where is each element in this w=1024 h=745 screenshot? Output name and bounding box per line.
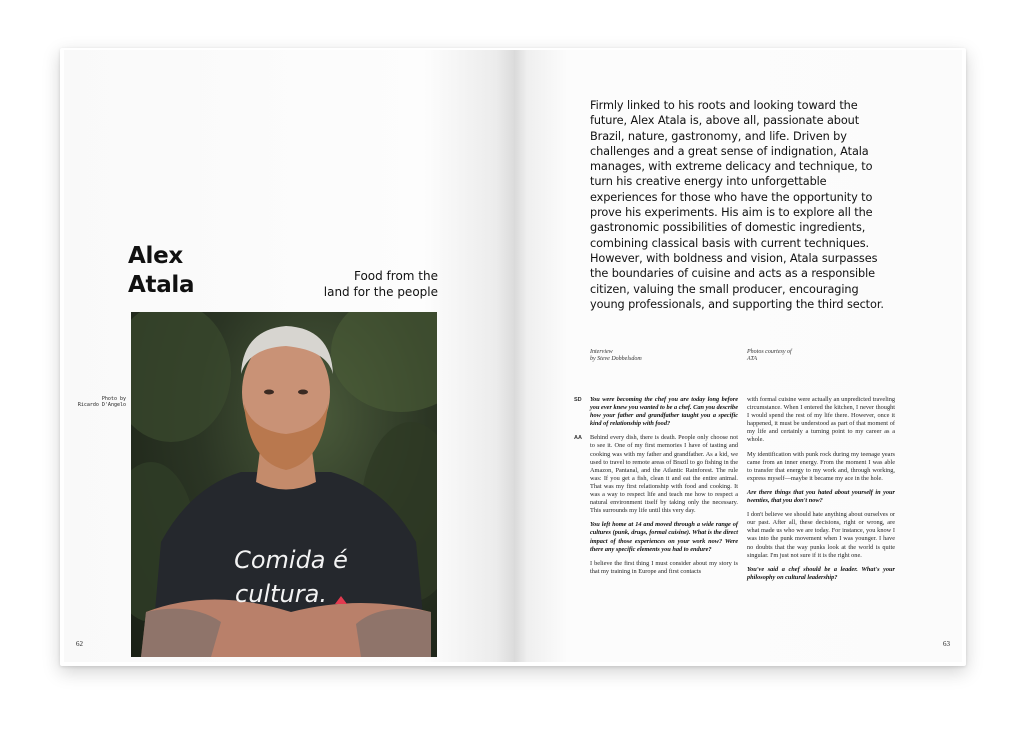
photo-credit-name: Ricardo D'Angelo — [77, 402, 126, 408]
answer-2-paragraph-2: My identification with punk rock during my teenage years came from an inner energy. From the moment I was able to transfer that energy to my work and, through working, express myself—maybe it became my ace in the hole. — [747, 450, 895, 482]
photos-credit — [747, 349, 792, 363]
intro-paragraph: Firmly linked to his roots and looking toward the future, Alex Atala is, above all, passionate about Brazil, nature, gastronomy, and life. Driven by challenges and a great sense of indignation, Atala manages, with extreme delicacy and technique, to turn his creative energy into unforgettable experiences for those who have the opportunity to prove his experiments. His aim is to explore all the gastronomic possibilities of domestic ingredients, combining classical basis with current techniques. However, with boldness and vision, Atala surpasses the boundaries of cuisine and acts as a responsible citizen, valuing the small producer, encouraging young professionals, and supporting the third sector. — [590, 99, 884, 311]
shirt-print-line-2: cultura. — [235, 580, 327, 608]
question-block — [574, 396, 738, 428]
interviewer-name: by Steve Dobbelsdom — [590, 356, 642, 362]
photos-label: Photos courtesy of — [747, 349, 792, 355]
question-4: You've said a chef should be a leader. What's your philosophy on cultural leadership? — [747, 565, 895, 581]
page-number-right: 63 — [943, 640, 950, 648]
interview-label: Interview — [590, 349, 613, 355]
subtitle-line-1: Food from the — [353, 269, 438, 283]
photo-credit-label: Photo by — [101, 396, 126, 402]
question-3: Are there things that you hated about yourself in your twenties, that you don't now? — [747, 488, 895, 505]
portrait-illustration — [131, 312, 437, 657]
interview-column-1 — [574, 396, 738, 582]
answer-3: I don't believe we should hate anything about ourselves or our past. After all, these decisions, right or wrong, are what made us who we are today. For instance, you know I was into the punk movement when I was younger. I have no doubts that the way punks look at the world is quite singular. I'm just not sure if it is the right one. — [747, 511, 895, 559]
question-1: You were becoming the chef you are today long before you ever knew you wanted to be a chef. Can you describe how your father and grandfather taught you a specific kind of relationship with food? — [590, 396, 738, 428]
answer-2: I believe the first thing I must consider about my story is that my training in Europe and first contacts — [590, 559, 738, 575]
question-2: You left home at 14 and moved through a wide range of cultures (punk, drugs, formal cuisine). What is the direct impact of those experiences on your work now? Were there any specific elements you had to endure? — [590, 521, 738, 553]
shirt-print-line-1: Comida é — [234, 546, 348, 574]
interview-credit — [590, 349, 642, 363]
subtitle-line-2: land for the people — [323, 285, 438, 299]
article-subtitle — [324, 268, 438, 300]
portrait-photo — [131, 312, 437, 657]
answer-2-continued: with formal cuisine were actually an unpredicted traveling circumstance. When I entered the kitchen, I never thought I would spend the rest of my life there. However, once it happened, it must be understood as part of that moment of my life and certainly a turning point to my career as a whole. — [747, 396, 895, 444]
left-page — [64, 50, 514, 662]
answer-block — [574, 434, 738, 515]
right-page — [514, 50, 962, 662]
title-first-name: Alex — [128, 243, 183, 269]
page-number-left: 62 — [76, 640, 83, 648]
answer-1: Behind every dish, there is death. People only choose not to see it. One of my first memories I have of tasting and cooking was with my father and grandfather. As a kid, we used to travel to remote areas of Brazil to go fishing in the Amazon, Pantanal, and the Atlantic Rainforest. The rule was: If you get a fish, clean it and eat the entire animal. That was my first relationship with food and cooking. It was a way to respect life and teach me how to respect a natural environment itself by taking only the necessary. This surrounds my life until this very day. — [590, 434, 738, 515]
interview-column-2 — [747, 396, 895, 588]
speaker-tag-aa: AA — [574, 435, 582, 442]
article-title — [128, 242, 194, 300]
photos-source: ATA — [747, 356, 757, 362]
photo-credit — [70, 396, 126, 408]
speaker-tag-sd: SD — [574, 397, 582, 403]
title-last-name: Atala — [128, 272, 195, 298]
